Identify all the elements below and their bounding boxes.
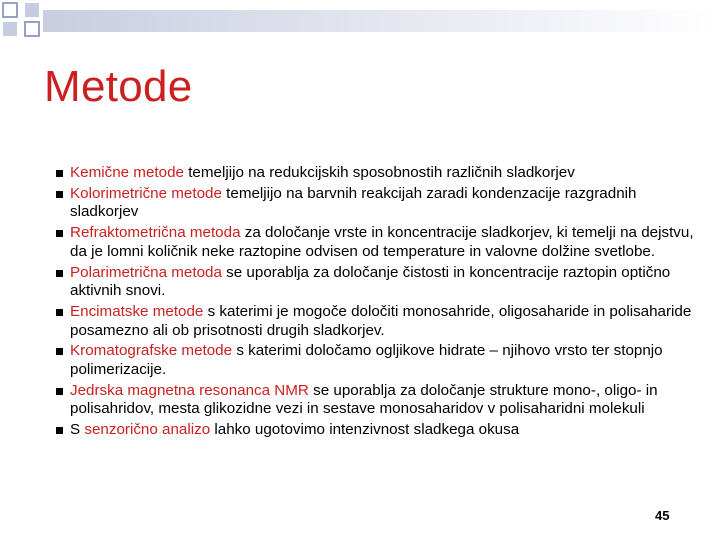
item-term: Encimatske metode	[70, 302, 204, 320]
list-item	[58, 342, 698, 379]
item-term: Jedrska magnetna resonanca NMR	[70, 381, 309, 399]
bullet-square-icon	[56, 427, 63, 434]
bullet-square-icon	[56, 230, 63, 237]
list-item	[58, 185, 698, 222]
item-text: s katerimi je mogoče določiti monosahride, oligosaharide in polisaharide posamezno ali ob prisotnosti drugih sladkorjev.	[70, 302, 692, 339]
page-number: 45	[655, 508, 670, 523]
list-item	[58, 224, 698, 261]
item-text: temeljijo na redukcijskih sposobnostih različnih sladkorjev	[183, 164, 575, 181]
list-item	[58, 303, 698, 340]
item-text: se uporablja za določanje čistosti in koncentracije raztopin optično aktivnih snovi.	[70, 263, 671, 300]
bullet-square-icon	[56, 309, 63, 316]
bullet-square-icon	[56, 348, 63, 355]
item-term: Refraktometrična metoda	[70, 224, 241, 242]
item-text: temeljijo na barvnih reakcijah zaradi kondenzacije razgradnih sladkorjev	[70, 184, 637, 221]
bullet-list	[58, 164, 698, 442]
list-item	[58, 264, 698, 301]
bullet-square-icon	[56, 170, 63, 177]
bullet-square-icon	[56, 191, 63, 198]
item-term: Kemične metode	[70, 164, 184, 181]
list-item	[58, 421, 698, 440]
item-text: se uporablja za določanje strukture mono-, oligo- in polisahridov, mesta glikozidne vezi in sestave monosaharidov v polisaharidni molekuli	[70, 381, 658, 418]
item-prefix: S	[70, 421, 85, 439]
slide-title: Metode	[44, 62, 193, 111]
list-item	[58, 382, 698, 419]
item-term: Kolorimetrične metode	[70, 184, 222, 202]
item-text: lahko ugotovimo intenzivnost sladkega okusa	[210, 421, 520, 439]
bullet-square-icon	[56, 270, 63, 277]
item-term: senzorično analizo	[84, 421, 211, 439]
item-text: za določanje vrste in koncentracije sladkorjev, ki temelji na dejstvu, da je lomni količnik neke raztopine odvisen od temperature in valovne dolžine svetlobe.	[70, 224, 694, 260]
bullet-square-icon	[56, 388, 63, 395]
list-item	[58, 164, 698, 183]
item-text: s katerimi določamo ogljikove hidrate – njihovo vrsto ter stopnjo polimerizacije.	[70, 342, 663, 378]
corner-decoration	[0, 0, 720, 45]
item-term: Kromatografske metode	[70, 342, 233, 360]
item-term: Polarimetrična metoda	[70, 263, 222, 281]
